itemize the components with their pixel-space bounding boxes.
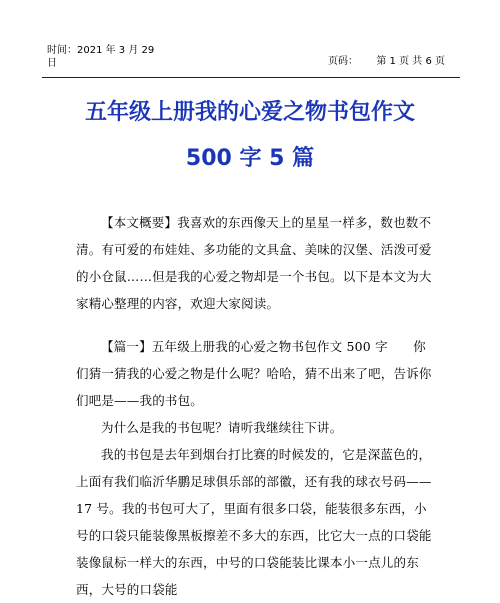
document-title-line1: 五年级上册我的心爱之物书包作文 <box>84 100 415 125</box>
summary-paragraph: 【本文概要】我喜欢的东西像天上的星星一样多，数也数不清。有可爱的布娃娃、多功能的文具盒、美味的汉堡、活泼可爱的小仓鼠……但是我的心爱之物却是一个书包。以下是本文为大家精心整理的内容，欢迎大家阅读。 <box>76 215 432 311</box>
header-page-label: 页码： <box>328 56 358 67</box>
article1-paragraph-1: 为什么是我的书包呢？请听我继续往下讲。 <box>101 420 343 435</box>
header-divider <box>42 77 460 78</box>
header-page <box>328 52 445 67</box>
article1-paragraph-2: 我的书包是去年到烟台打比赛的时候发的，它是深蓝色的，上面有我们临沂华鹏足球俱乐部的部徽，还有我的球衣号码——17 号。我的书包可大了，里面有很多口袋，能装很多东西，小号的口袋只能装像黑板擦差不多大的东西，比它大一点的口袋能装像鼠标一样大的东西，中号的口袋能装比课本小一点儿的东西，大号的口袋能 <box>76 447 432 597</box>
article1-heading: 【篇一】五年级上册我的心爱之物书包作文 500 字 你们猜一猜我的心爱之物是什么呢？哈哈，猜不出来了吧，告诉你们吧是——我的书包。 <box>76 339 432 408</box>
header-time-cont: 日 <box>47 58 57 69</box>
document-title-line2: 500 字 5 篇 <box>185 146 315 171</box>
header-page-value: 第 1 页 共 6 页 <box>376 56 445 67</box>
header-time <box>47 44 154 70</box>
document-body <box>76 209 436 603</box>
header-time-label: 时间：2021 年 3 月 29 <box>47 45 155 56</box>
